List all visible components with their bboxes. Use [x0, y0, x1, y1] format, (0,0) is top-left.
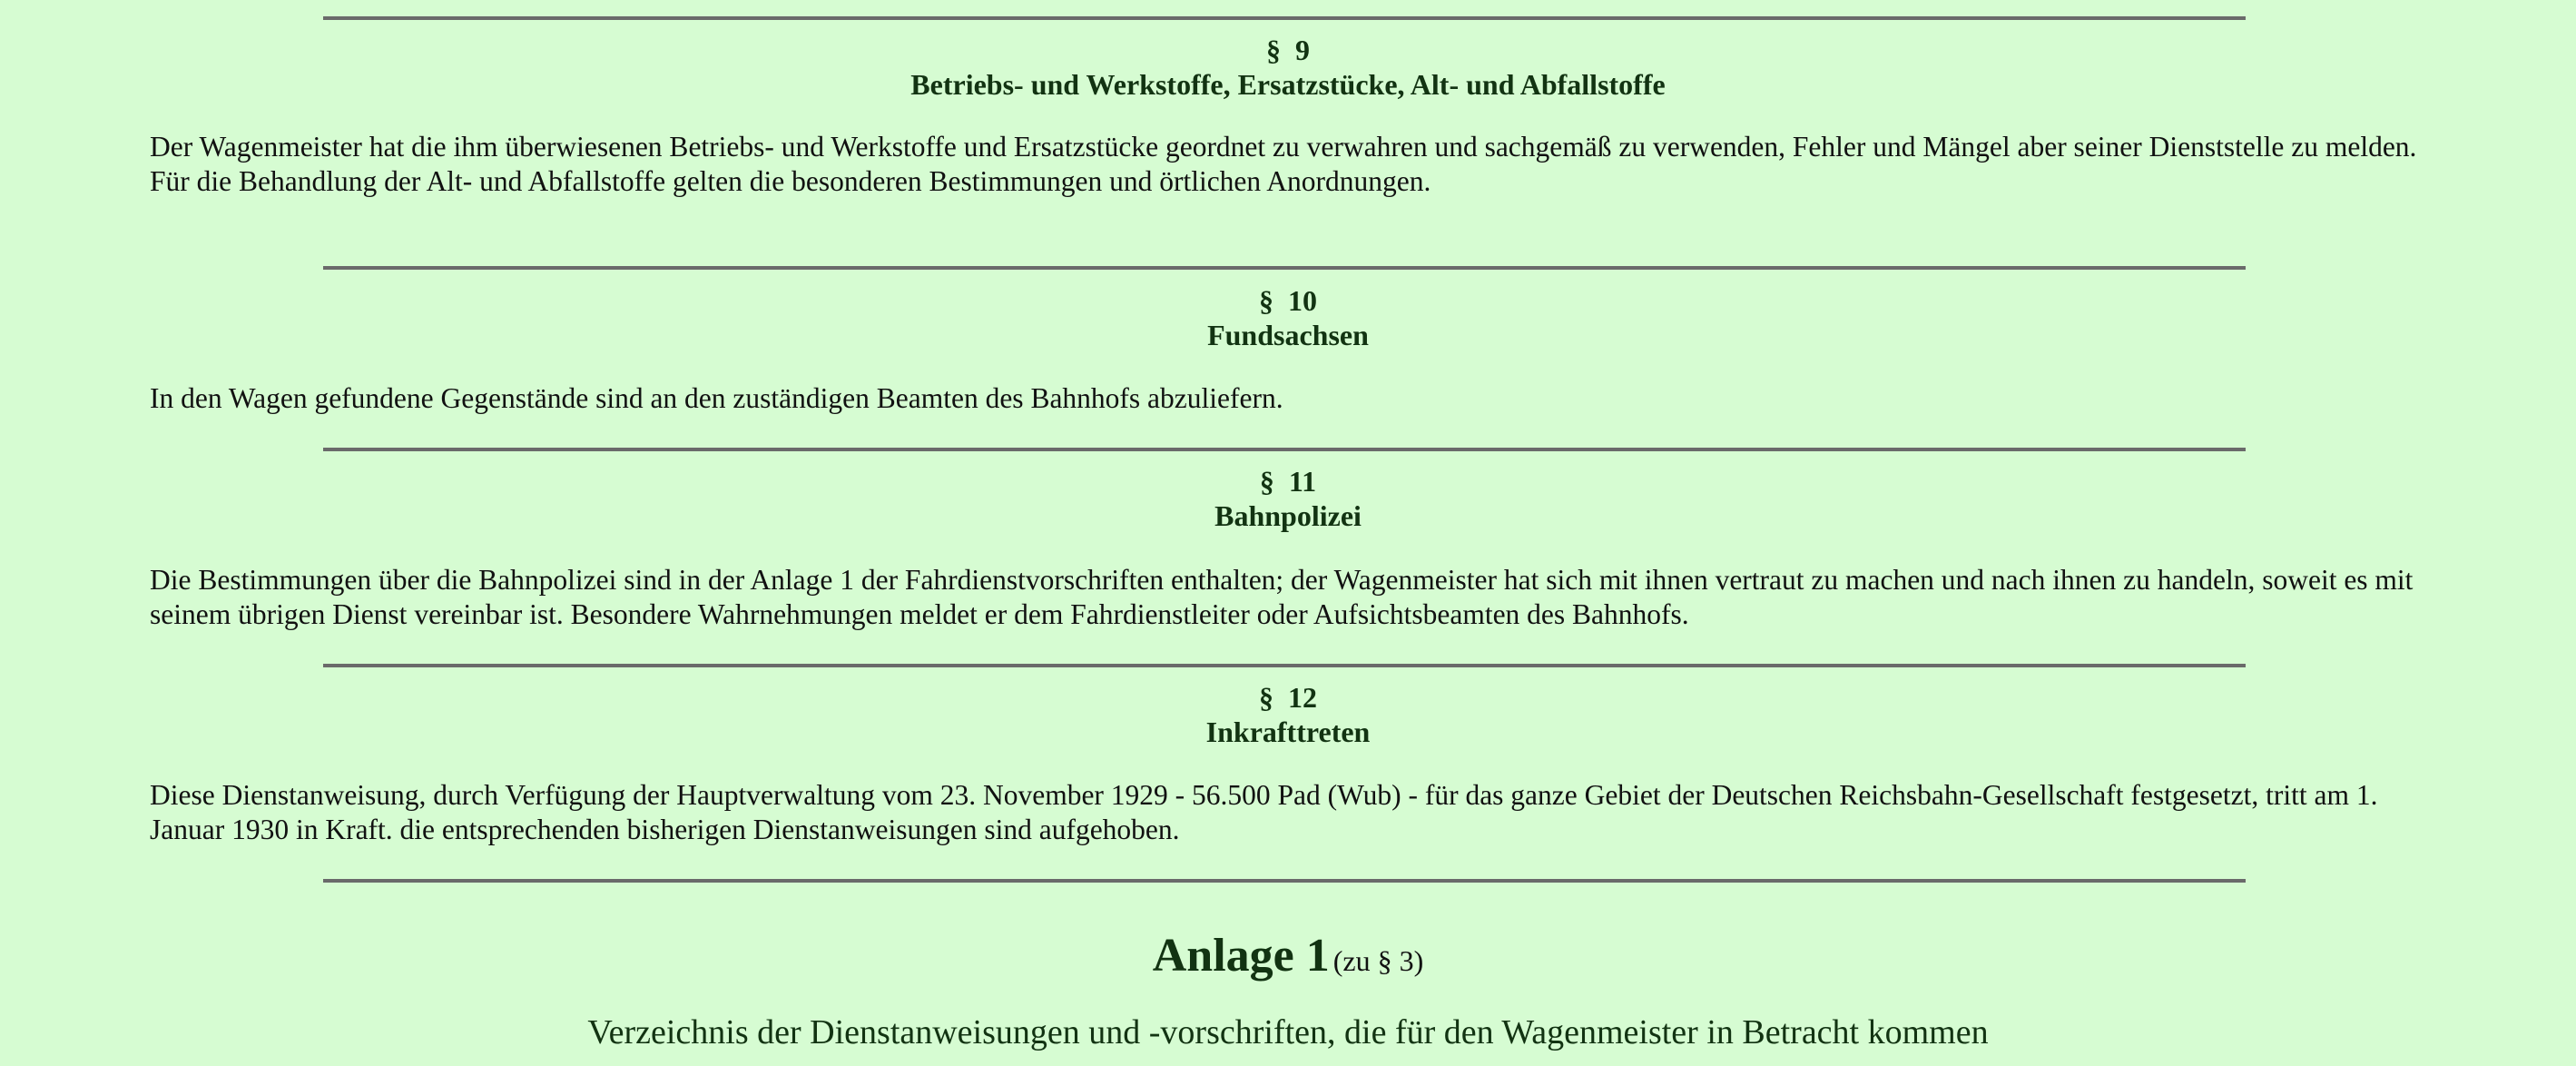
section-number: § 10 — [1259, 284, 1317, 317]
section-number: § 9 — [1266, 34, 1310, 66]
section-title: Fundsachsen — [1207, 319, 1369, 351]
section-body — [150, 778, 2419, 847]
section-divider — [323, 448, 2246, 451]
section-divider — [323, 16, 2246, 20]
section-paragraph: Für die Behandlung der Alt- und Abfallstoffe gelten die besonderen Bestimmungen und örtlichen Anordnungen. — [150, 165, 1431, 197]
section-divider — [323, 879, 2246, 883]
section-divider — [323, 664, 2246, 667]
section-title: Bahnpolizei — [1214, 499, 1362, 532]
section-divider — [323, 266, 2246, 270]
anlage-reference: (zu § 3) — [1332, 944, 1424, 977]
section-paragraph: Diese Dienstanweisung, durch Verfügung der Hauptverwaltung vom 23. November 1929 - 56.500 Pad (Wub) - für das ganze Gebiet der Deutschen Reichsbahn-Gesellschaft festgesetzt, tritt am 1. Januar 1930 in Kraft. die entsprechenden bisherigen Dienstanweisungen sind aufgehoben. — [150, 779, 2378, 845]
section-title: Betriebs- und Werkstoffe, Ersatzstücke, Alt- und Abfallstoffe — [910, 68, 1666, 101]
section-paragraph: Die Bestimmungen über die Bahnpolizei sind in der Anlage 1 der Fahrdienstvorschriften enthalten; der Wagenmeister hat sich mit ihnen vertraut zu machen und nach ihnen zu handeln, soweit es mit seinem übrigen Dienst vereinbar ist. Besondere Wahrnehmungen meldet er dem Fahrdienstleiter oder Aufsichtsbeamten des Bahnhofs. — [150, 564, 2414, 630]
section-paragraph: In den Wagen gefundene Gegenstände sind an den zuständigen Beamten des Bahnhofs abzuliefern. — [150, 382, 1283, 414]
anlage-subtitle: Verzeichnis der Dienstanweisungen und -vorschriften, die für den Wagenmeister in Betracht kommen — [587, 1013, 1989, 1051]
anlage-title: Anlage 1 — [1152, 930, 1330, 982]
section-body — [150, 381, 2419, 416]
section-body — [150, 563, 2419, 632]
section-number: § 12 — [1259, 681, 1317, 714]
section-paragraph: Der Wagenmeister hat die ihm überwiesenen Betriebs- und Werkstoffe und Ersatzstücke geordnet zu verwahren und sachgemäß zu verwenden, Fehler und Mängel aber seiner Dienststelle zu melden. — [150, 131, 2417, 163]
section-number: § 11 — [1259, 465, 1317, 498]
section-body — [150, 130, 2419, 199]
section-title: Inkrafttreten — [1205, 716, 1371, 748]
anlage-heading — [0, 924, 2576, 999]
